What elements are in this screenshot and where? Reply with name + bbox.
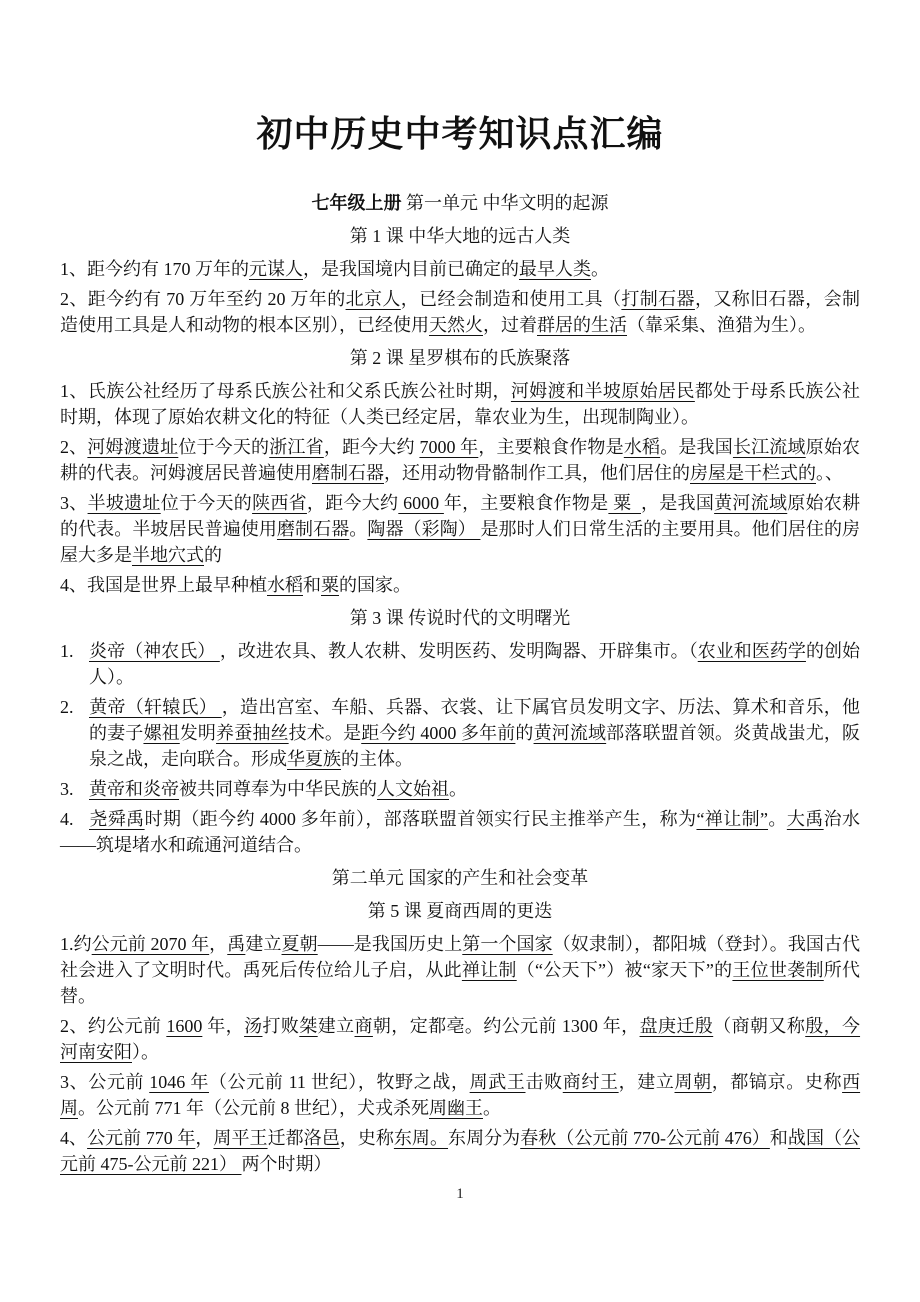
text-run: 氏族公社经历了母系氏族公社和父系氏族公社时期， bbox=[87, 381, 511, 401]
text-run: 的 bbox=[515, 723, 534, 743]
underlined-term: 公元前 770 年 bbox=[87, 1128, 196, 1148]
text-run: 。 bbox=[591, 259, 609, 279]
text-run: 第一单元 中华文明的起源 bbox=[401, 193, 609, 213]
text-run: 发明 bbox=[179, 723, 217, 743]
underlined-term: 周幽王 bbox=[429, 1098, 483, 1118]
text-run: 年，主要粮食作物是 bbox=[443, 493, 609, 513]
underlined-term: 水稻 bbox=[623, 437, 661, 457]
text-run: 。、 bbox=[816, 463, 843, 483]
text-run: ， bbox=[209, 934, 228, 954]
underlined-term: 房屋是干栏式的 bbox=[690, 463, 816, 483]
text-run: ，是我国 bbox=[641, 493, 715, 513]
text-run: 的国家。 bbox=[339, 575, 411, 595]
text-run: 。公元前 771 年（公元前 8 世纪），犬戎杀死 bbox=[78, 1098, 429, 1118]
underlined-term: 盘庚迁殷 bbox=[639, 1016, 714, 1036]
text-run: ，改进农具、教人农耕、发明医药、发明陶器、开辟集市。（ bbox=[219, 641, 698, 661]
underlined-term: 第一个国家 bbox=[462, 934, 553, 954]
list-item bbox=[60, 572, 860, 598]
list-item-marker: 2、 bbox=[60, 289, 88, 309]
page-number: 1 bbox=[456, 1186, 464, 1202]
list-item-marker: 4、 bbox=[60, 1128, 88, 1148]
list-item bbox=[60, 806, 860, 858]
text-run: 。是我国 bbox=[660, 437, 733, 457]
text-run: （商朝又称 bbox=[713, 1016, 806, 1036]
text-run: 原始农耕的代表。半坡居民普遍使用 bbox=[60, 493, 861, 539]
list-item-marker: 2、 bbox=[60, 1016, 88, 1036]
underlined-term: 天然火 bbox=[429, 315, 483, 335]
underlined-term: 磨制石器 bbox=[312, 463, 384, 483]
text-run: 打败 bbox=[262, 1016, 300, 1036]
text-run: 七年级上册 bbox=[311, 193, 402, 213]
list-item bbox=[60, 256, 860, 282]
list-item-marker: 4. bbox=[60, 809, 74, 829]
list-item bbox=[60, 1069, 860, 1121]
underlined-term: 炎帝（神农氏） bbox=[89, 641, 220, 661]
text-run: 部落联盟首领。炎黄战蚩尤，阪泉之战，走向联合。形成 bbox=[89, 723, 861, 769]
text-run: 的主体。 bbox=[341, 749, 413, 769]
text-run: ，还用动物骨骼制作工具，他们居住的 bbox=[384, 463, 690, 483]
underlined-term: 元谋人 bbox=[249, 259, 303, 279]
underlined-term: 距今约 4000 多年前 bbox=[361, 723, 516, 743]
text-run: 的 bbox=[204, 545, 222, 565]
list-item bbox=[60, 490, 860, 568]
list-item-marker: 4、 bbox=[60, 575, 87, 595]
text-run: ，都镐京。史称 bbox=[711, 1072, 843, 1092]
list-item-marker: 1. bbox=[60, 934, 74, 954]
text-run: ，建立 bbox=[618, 1072, 675, 1092]
list-item bbox=[60, 931, 860, 1009]
list-item-marker: 1. bbox=[60, 641, 74, 661]
text-run: 。 bbox=[483, 1098, 501, 1118]
text-run: 约 bbox=[73, 934, 92, 954]
text-run: 和 bbox=[769, 1128, 788, 1148]
underlined-term: 农业和医药学 bbox=[697, 641, 806, 661]
underlined-term: 东周。 bbox=[393, 1128, 449, 1148]
text-run: ，史称 bbox=[339, 1128, 394, 1148]
underlined-term: 1600 bbox=[166, 1016, 203, 1036]
underlined-term: 战国（公元前 475-公元前 221） bbox=[60, 1128, 861, 1174]
underlined-term: 大禹 bbox=[786, 809, 824, 829]
text-run: （奴隶制），都阳城（登封）。我国古代社会进入了文明时代。禹死后传位给儿子启，从此 bbox=[60, 934, 861, 980]
underlined-term: 周朝 bbox=[674, 1072, 712, 1092]
underlined-term: 养蚕抽丝 bbox=[216, 723, 289, 743]
text-run: 治水——筑堤堵水和疏通河道结合。 bbox=[60, 809, 861, 855]
text-run: 的创始人）。 bbox=[89, 641, 861, 687]
text-run: ，距今大约 bbox=[323, 437, 420, 457]
text-run: 。 bbox=[349, 519, 368, 539]
text-run: 击败 bbox=[525, 1072, 563, 1092]
text-run: ，主要粮食作物是 bbox=[478, 437, 624, 457]
text-run: 约公元前 bbox=[87, 1016, 167, 1036]
underlined-term: 夏朝 bbox=[281, 934, 318, 954]
text-run: ， bbox=[195, 1128, 214, 1148]
text-run: ）。 bbox=[132, 1042, 159, 1062]
text-run: （靠采集、渔猎为生）。 bbox=[627, 315, 816, 335]
text-run: 时期（距今约 4000 多年前），部落联盟首领实行民主推举产生，称为 bbox=[144, 809, 697, 829]
section-heading: 第二单元 国家的产生和社会变革 bbox=[331, 868, 589, 888]
list-item bbox=[60, 378, 860, 430]
underlined-term: 半坡遗址 bbox=[87, 493, 161, 513]
list-item bbox=[60, 286, 860, 338]
text-run: 迁都 bbox=[267, 1128, 304, 1148]
text-run: 建立 bbox=[245, 934, 282, 954]
underlined-term: 浙江省 bbox=[269, 437, 324, 457]
underlined-term: 粟 bbox=[321, 575, 339, 595]
list-item-marker: 3、 bbox=[60, 493, 88, 513]
list-item-marker: 3、 bbox=[60, 1072, 89, 1092]
underlined-term: 7000 年 bbox=[419, 437, 479, 457]
underlined-term: 汤 bbox=[244, 1016, 263, 1036]
text-run: ，又称旧石器，会制造使用工具是人和动物的根本区别），已经使用 bbox=[60, 289, 861, 335]
underlined-term: 商 bbox=[354, 1016, 373, 1036]
section-heading: 第 5 课 夏商西周的更迭 bbox=[367, 901, 553, 921]
text-run: 都处于母系氏族公社时期，体现了原始农耕文化的特征（人类已经定居，靠农业为生，出现制陶业）。 bbox=[60, 381, 861, 427]
underlined-term: 打制石器 bbox=[621, 289, 695, 309]
text-run: 两个时期） bbox=[241, 1154, 332, 1174]
underlined-term: 禹 bbox=[227, 934, 246, 954]
underlined-term: 西周 bbox=[60, 1072, 861, 1118]
underlined-term: 黄河流域 bbox=[714, 493, 788, 513]
text-run: 。 bbox=[768, 809, 787, 829]
underlined-term: 周武王 bbox=[469, 1072, 526, 1092]
underlined-term: 禅让制 bbox=[461, 960, 517, 980]
underlined-term: 华夏族 bbox=[287, 749, 341, 769]
document-body bbox=[60, 190, 860, 1177]
underlined-term: “禅让制” bbox=[696, 809, 769, 829]
underlined-term: 群居的生活 bbox=[537, 315, 627, 335]
text-run: 我国是世界上最早种植 bbox=[87, 575, 267, 595]
document-subtitle bbox=[60, 190, 860, 216]
underlined-term: 王位世袭制 bbox=[732, 960, 824, 980]
underlined-term: 人文始祖 bbox=[377, 779, 449, 799]
underlined-term: 最早人类 bbox=[519, 259, 591, 279]
underlined-term: 水稻 bbox=[267, 575, 303, 595]
underlined-term: 洛邑 bbox=[303, 1128, 340, 1148]
list-item bbox=[60, 1013, 860, 1065]
underlined-term: 黄帝（轩辕氏） bbox=[89, 697, 222, 717]
list-item bbox=[60, 776, 860, 802]
text-run: 建立 bbox=[317, 1016, 355, 1036]
underlined-term: 河姆渡和半坡原始居民 bbox=[510, 381, 695, 401]
text-run: 被共同尊奉为中华民族的 bbox=[179, 779, 377, 799]
list-item-marker: 2. bbox=[60, 697, 74, 717]
section-heading: 第 1 课 中华大地的远古人类 bbox=[349, 226, 571, 246]
underlined-term: 磨制石器 bbox=[276, 519, 350, 539]
list-item-marker: 2、 bbox=[60, 437, 88, 457]
underlined-term: 黄河流域 bbox=[533, 723, 607, 743]
underlined-term: 春秋（公元前 770-公元前 476） bbox=[520, 1128, 770, 1148]
underlined-term: 粟 bbox=[608, 493, 641, 513]
text-run: 年， bbox=[202, 1016, 245, 1036]
text-run: 是那时人们日常生活的主要用具。他们居住的房屋大多是 bbox=[60, 519, 861, 565]
text-run: 位于今天的 bbox=[178, 437, 270, 457]
underlined-term: 北京人 bbox=[345, 289, 401, 309]
text-run: 东周分为 bbox=[448, 1128, 521, 1148]
underlined-term: 殷，今河南安阳 bbox=[60, 1016, 861, 1062]
list-item-marker: 1、 bbox=[60, 381, 88, 401]
text-run: ，已经会制造和使用工具（ bbox=[400, 289, 622, 309]
section-heading: 第 2 课 星罗棋布的氏族聚落 bbox=[349, 348, 571, 368]
list-item bbox=[60, 694, 860, 772]
underlined-term: 嫘祖 bbox=[143, 723, 180, 743]
list-item-marker: 1、 bbox=[60, 259, 87, 279]
text-run: 朝，定都亳。约公元前 1300 年， bbox=[372, 1016, 640, 1036]
underlined-term: 尧舜禹 bbox=[89, 809, 145, 829]
document-title: 初中历史中考知识点汇编 bbox=[256, 114, 664, 154]
list-item bbox=[60, 1125, 860, 1177]
underlined-term: 桀 bbox=[299, 1016, 318, 1036]
text-run: 和 bbox=[303, 575, 321, 595]
text-run: 技术。是 bbox=[288, 723, 362, 743]
underlined-term: 周平王 bbox=[213, 1128, 268, 1148]
underlined-term: 陕西省 bbox=[252, 493, 307, 513]
underlined-term: 陶器（彩陶） bbox=[367, 519, 481, 539]
section-heading: 第 3 课 传说时代的文明曙光 bbox=[349, 608, 571, 628]
underlined-term: 河姆渡遗址 bbox=[87, 437, 179, 457]
text-run: 距今约有 170 万年的 bbox=[87, 259, 249, 279]
text-run: （公元前 11 世纪），牧野之战， bbox=[208, 1072, 470, 1092]
underlined-term: 公元前 2070 年 bbox=[91, 934, 210, 954]
underlined-term: 1046 年 bbox=[149, 1072, 209, 1092]
underlined-term: 长江流域 bbox=[732, 437, 806, 457]
text-run: 公元前 bbox=[88, 1072, 150, 1092]
underlined-term: 黄帝和炎帝 bbox=[89, 779, 179, 799]
text-run: 原始农耕的代表。河姆渡居民普遍使用 bbox=[60, 437, 861, 483]
text-run: 距今约有 70 万年至约 20 万年的 bbox=[87, 289, 346, 309]
text-run: ——是我国历史上 bbox=[317, 934, 463, 954]
text-run: ，过着 bbox=[483, 315, 537, 335]
underlined-term: 商纣王 bbox=[562, 1072, 619, 1092]
list-item bbox=[60, 434, 860, 486]
text-run: ，是我国境内目前已确定的 bbox=[303, 259, 519, 279]
text-run: ，距今大约 bbox=[306, 493, 399, 513]
list-item bbox=[60, 638, 860, 690]
text-run: ，造出宫室、车船、兵器、衣裳、让下属官员发明文字、历法、算术和音乐，他的妻子 bbox=[89, 697, 861, 743]
list-item-marker: 3. bbox=[60, 779, 74, 799]
text-run: 位于今天的 bbox=[160, 493, 253, 513]
text-run: （“公天下”）被“家天下”的 bbox=[516, 960, 733, 980]
text-run: 。 bbox=[449, 779, 467, 799]
text-run: 所代替。 bbox=[60, 960, 861, 1006]
underlined-term: 6000 bbox=[398, 493, 444, 513]
underlined-term: 半地穴式 bbox=[132, 545, 204, 565]
